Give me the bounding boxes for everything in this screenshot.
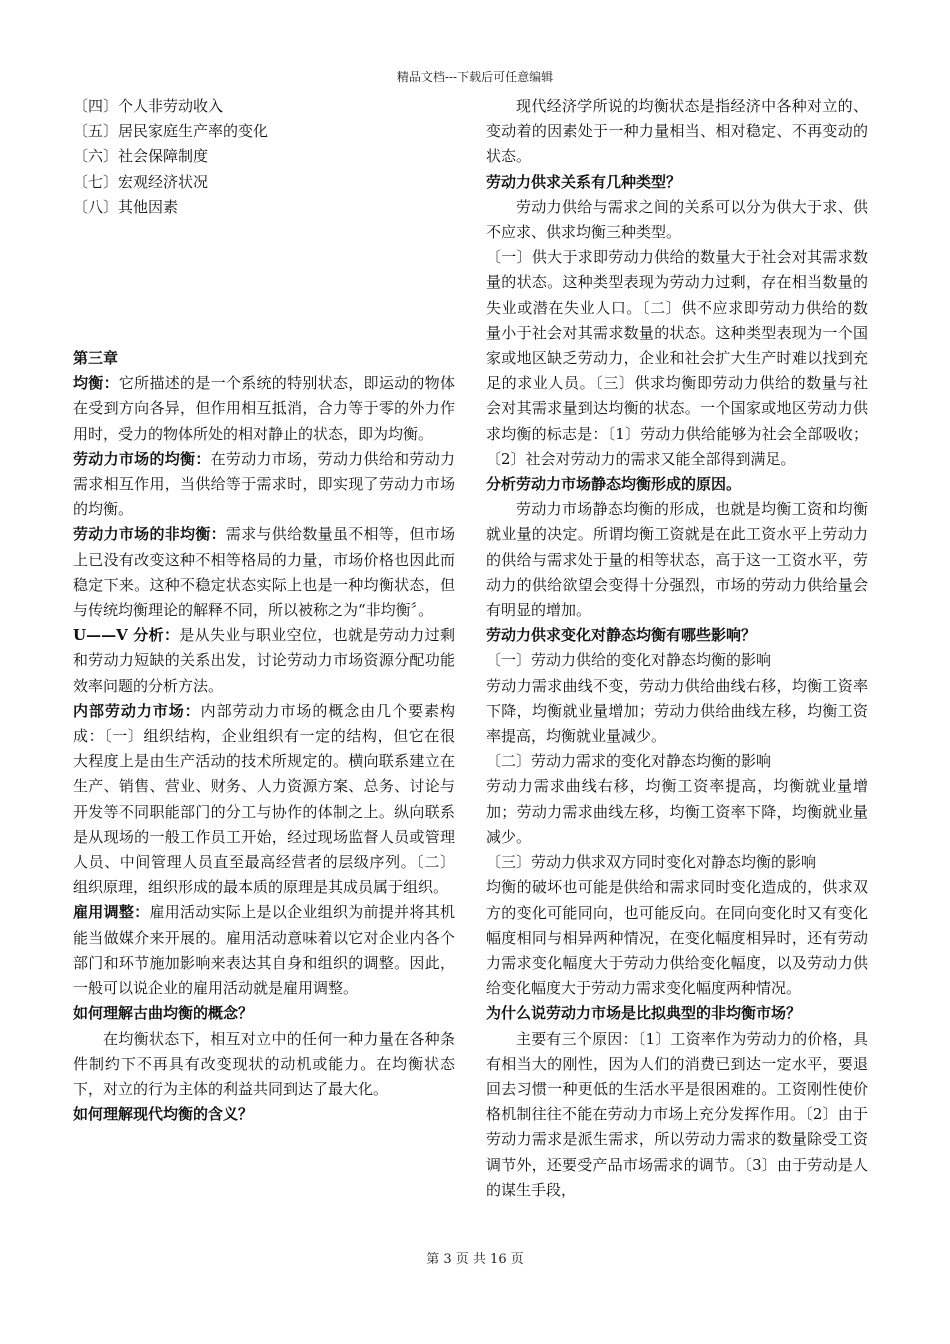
definition-paragraph <box>73 447 455 523</box>
page-header: 精品文档---下载后可任意编辑 <box>396 70 554 84</box>
page-footer: 第 3 页 共 16 页 <box>426 1252 524 1267</box>
term: 劳动力市场的均衡： <box>73 449 211 468</box>
answer-paragraph: 主要有三个原因：〔1〕工资率作为劳动力的价格，具有相当大的刚性，因为人们的消费已到达一定水平，要退回去习惯一种更低的生活水平是很困难的。工资刚性使价格机制往往不能在劳动力市场上充分发挥作用。〔2〕由于劳动力需求是派生需求，所以劳动力需求的数量除受工资调节外，还要受产品市场需求的调节。〔3〕由于劳动是人的谋生手段， <box>486 1029 868 1199</box>
sub-heading: 〔三〕劳动力供求双方同时变化对静态均衡的影响 <box>486 853 817 872</box>
definition-paragraph <box>73 623 455 699</box>
term: U——V 分析： <box>73 626 180 645</box>
definition-text: 它所描述的是一个系统的特别状态，即运动的物体在受到方向各异，但作用相互抵消，合力等于零的外力作用时，受力的物体所处的相对静止的状态，即为均衡。 <box>73 374 455 443</box>
right-column <box>486 94 868 1203</box>
question-heading: 劳动力供求关系有几种类型？ <box>486 172 682 191</box>
answer-paragraph: 劳动力市场静态均衡的形成，也就是均衡工资和均衡就业量的决定。所谓均衡工资就是在此工资水平上劳动力的供给与需求处于量的相等状态，高于这一工资水平，劳动力的供给欲望会变得十分强烈，市场的劳动力供给量会有明显的增加。 <box>486 500 868 620</box>
answer-paragraph: 现代经济学所说的均衡状态是指经济中各种对立的、变动着的因素处于一种力量相当、相对稳定、不再变动的状态。 <box>486 97 868 166</box>
chapter-heading: 第三章 <box>73 349 119 368</box>
question-heading: 为什么说劳动力市场是比拟典型的非均衡市场？ <box>486 1004 802 1023</box>
answer-paragraph: 劳动力需求曲线不变，劳动力供给曲线右移，均衡工资率下降，均衡就业量增加；劳动力供给曲线左移，均衡工资率提高，均衡就业量减少。 <box>486 676 868 746</box>
definition-paragraph <box>73 900 455 1001</box>
list-item: 〔六〕社会保障制度 <box>73 147 209 166</box>
sub-heading: 〔二〕劳动力需求的变化对静态均衡的影响 <box>486 752 772 771</box>
term: 内部劳动力市场： <box>73 701 201 720</box>
list-item: 〔八〕其他因素 <box>73 197 179 216</box>
term: 均衡： <box>73 374 119 393</box>
definition-paragraph <box>73 699 455 901</box>
definition-text: 内部劳动力市场的概念由几个要素构成：〔一〕组织结构，企业组织有一定的结构，但它在很大程度上是由生产活动的技术所规定的。横向联系建立在生产、销售、营业、财务、人力资源方案、总务、讨论与开发等不同职能部门的分工与协作的体制之上。纵向联系是从现场的一般工作员工开始，经过现场监督人员或管理人员、中间管理人员直至最高经营者的层级序列。〔二〕组织原理，组织形成的最本质的原理是其成员属于组织。 <box>73 701 455 897</box>
term: 劳动力市场的非均衡： <box>73 525 226 544</box>
question-heading: 劳动力供求变化对静态均衡有哪些影响？ <box>486 626 757 645</box>
question-heading: 如何理解现代均衡的含义？ <box>73 1105 254 1124</box>
answer-paragraph: 劳动力供给与需求之间的关系可以分为供大于求、供不应求、供求均衡三种类型。 <box>486 197 868 242</box>
definition-text: 在劳动力市场，劳动力供给和劳动力需求相互作用，当供给等于需求时，即实现了劳动力市场的均衡。 <box>73 449 455 519</box>
blank-space <box>73 220 455 346</box>
question-heading: 如何理解古曲均衡的概念？ <box>73 1004 254 1023</box>
answer-paragraph: 〔一〕供大于求即劳动力供给的数量大于社会对其需求数量的状态。这种类型表现为劳动力过剩，存在相当数量的失业或潜在失业人口。〔二〕供不应求即劳动力供给的数量小于社会对其需求数量的状态。这种类型表现为一个国家或地区缺乏劳动力，企业和社会扩大生产时难以找到充足的求业人员。〔三〕供求均衡即劳动力供给的数量与社会对其需求量到达均衡的状态。一个国家或地区劳动力供求均衡的标志是：〔1〕劳动力供给能够为社会全部吸收；〔2〕社会对劳动力的需求又能全部得到满足。 <box>486 248 868 468</box>
definition-text: 雇用活动实际上是以企业组织为前提并将其机能当做媒介来开展的。雇用活动意味着以它对企业内各个部门和环节施加影响来表达其自身和组织的调整。因此，一般可以说企业的雇用活动就是雇用调整。 <box>73 903 455 998</box>
definition-text: 是从失业与职业空位，也就是劳动力过剩和劳动力短缺的关系出发，讨论劳动力市场资源分配功能效率问题的分析方法。 <box>73 626 455 695</box>
answer-paragraph: 均衡的破坏也可能是供给和需求同时变化造成的，供求双方的变化可能同向，也可能反向。在同向变化时又有变化幅度相同与相异两种情况，在变化幅度相异时，还有劳动力需求变化幅度大于劳动力供给变化幅度，以及劳动力供给变化幅度大于劳动力需求变化幅度两种情况。 <box>486 878 868 998</box>
list-item: 〔五〕居民家庭生产率的变化 <box>73 122 269 141</box>
list-item: 〔七〕宏观经济状况 <box>73 172 209 191</box>
answer-paragraph: 劳动力需求曲线右移，均衡工资率提高，均衡就业量增加；劳动力需求曲线左移，均衡工资率下降，均衡就业量减少。 <box>486 777 868 846</box>
definition-paragraph <box>73 371 455 447</box>
term: 雇用调整： <box>73 903 150 922</box>
answer-paragraph: 在均衡状态下，相互对立中的任何一种力量在各种条件制约下不再具有改变现状的动机或能力。在均衡状态下，对立的行为主体的利益共同到达了最大化。 <box>73 1029 455 1098</box>
sub-heading: 〔一〕劳动力供给的变化对静态均衡的影响 <box>486 651 772 670</box>
question-heading: 分析劳动力市场静态均衡形成的原因。 <box>486 475 742 494</box>
left-column <box>73 94 455 1127</box>
list-item: 〔四〕个人非劳动收入 <box>73 97 224 115</box>
definition-paragraph <box>73 522 455 623</box>
definition-text: 需求与供给数量虽不相等，但市场上已没有改变这种不相等格局的力量，市场价格也因此而稳定下来。这种不稳定状态实际上也是一种均衡状态，但与传统均衡理论的解释不同，所以被称之为“非均衡〞。 <box>73 525 455 620</box>
